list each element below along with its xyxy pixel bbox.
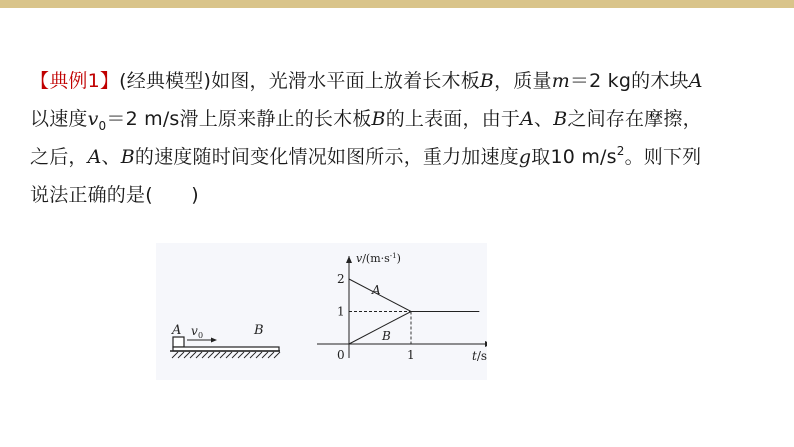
ground-hatching: [172, 352, 280, 358]
y-axis-exp: -1: [389, 252, 397, 260]
y-axis-var: v: [356, 252, 363, 265]
figure-panel: [156, 243, 487, 380]
y-axis-close: ): [396, 252, 401, 265]
figure-svg: [156, 243, 487, 380]
text-segment: ，质量: [494, 70, 552, 92]
series-a-line: [349, 279, 479, 312]
text-segment: 取10 m/s: [531, 146, 617, 168]
var-v: v: [87, 108, 99, 130]
text-segment: 以速度: [30, 108, 88, 130]
var-m: m: [551, 70, 570, 92]
var-B: B: [120, 146, 135, 168]
label-v-sub: 0: [198, 331, 204, 340]
vt-chart: [317, 252, 487, 363]
x-tick-label-1: 1: [407, 348, 415, 362]
var-B: B: [479, 70, 495, 92]
problem-line-2: [30, 100, 775, 138]
x-axis-title: [472, 349, 487, 363]
var-A: A: [688, 70, 703, 92]
problem-line-4: [30, 176, 775, 214]
text-segment: 的上表面，由于: [385, 108, 521, 130]
text-segment: 之间存在摩擦，: [567, 108, 702, 130]
var-A: A: [87, 146, 102, 168]
var-B: B: [371, 108, 386, 130]
text-segment: 。则下列: [624, 146, 702, 168]
text-segment: ＝2 kg的木块: [569, 70, 689, 92]
block-a: [173, 337, 184, 347]
problem-line-3: [30, 138, 775, 176]
x-axis-arrow: [485, 341, 487, 347]
y-tick-label-2: 2: [337, 272, 345, 286]
velocity-arrowhead: [211, 338, 217, 343]
top-accent-bar: [0, 0, 794, 8]
x-axis-var: t: [472, 349, 477, 363]
text-segment: (经典模型)如图，光滑水平面上放着长木板: [119, 70, 480, 92]
superscript-2: 2: [616, 144, 625, 158]
y-axis-title: [356, 252, 401, 265]
text-segment: 、: [101, 146, 121, 168]
var-A: A: [520, 108, 535, 130]
series-a-label: A: [372, 283, 381, 297]
text-segment: 之后，: [30, 146, 88, 168]
text-segment: ＝2 m/s滑上原来静止的长木板: [106, 108, 372, 130]
problem-line-1: [30, 62, 775, 100]
series-b-line: [349, 312, 479, 345]
problem-text: [30, 62, 775, 214]
question-prompt: 说法正确的是( ): [30, 184, 199, 206]
y-tick-label-1: 1: [337, 304, 345, 319]
x-axis-unit: /s: [476, 349, 487, 363]
label-b: B: [254, 323, 264, 338]
y-axis-unit: /(m·s: [362, 252, 390, 265]
text-segment: 、: [534, 108, 554, 130]
var-g: g: [518, 146, 532, 168]
label-a: A: [172, 323, 182, 338]
var-B: B: [553, 108, 568, 130]
series-b-label: B: [382, 329, 391, 343]
subscript-0: 0: [98, 119, 107, 133]
origin-label: 0: [337, 348, 345, 362]
y-axis-arrow: [346, 256, 352, 263]
example-tag: 【典例1】: [30, 70, 120, 92]
text-segment: 的速度随时间变化情况如图所示，重力加速度: [134, 146, 519, 168]
setup-diagram: [170, 323, 280, 358]
label-v: v: [191, 324, 198, 338]
